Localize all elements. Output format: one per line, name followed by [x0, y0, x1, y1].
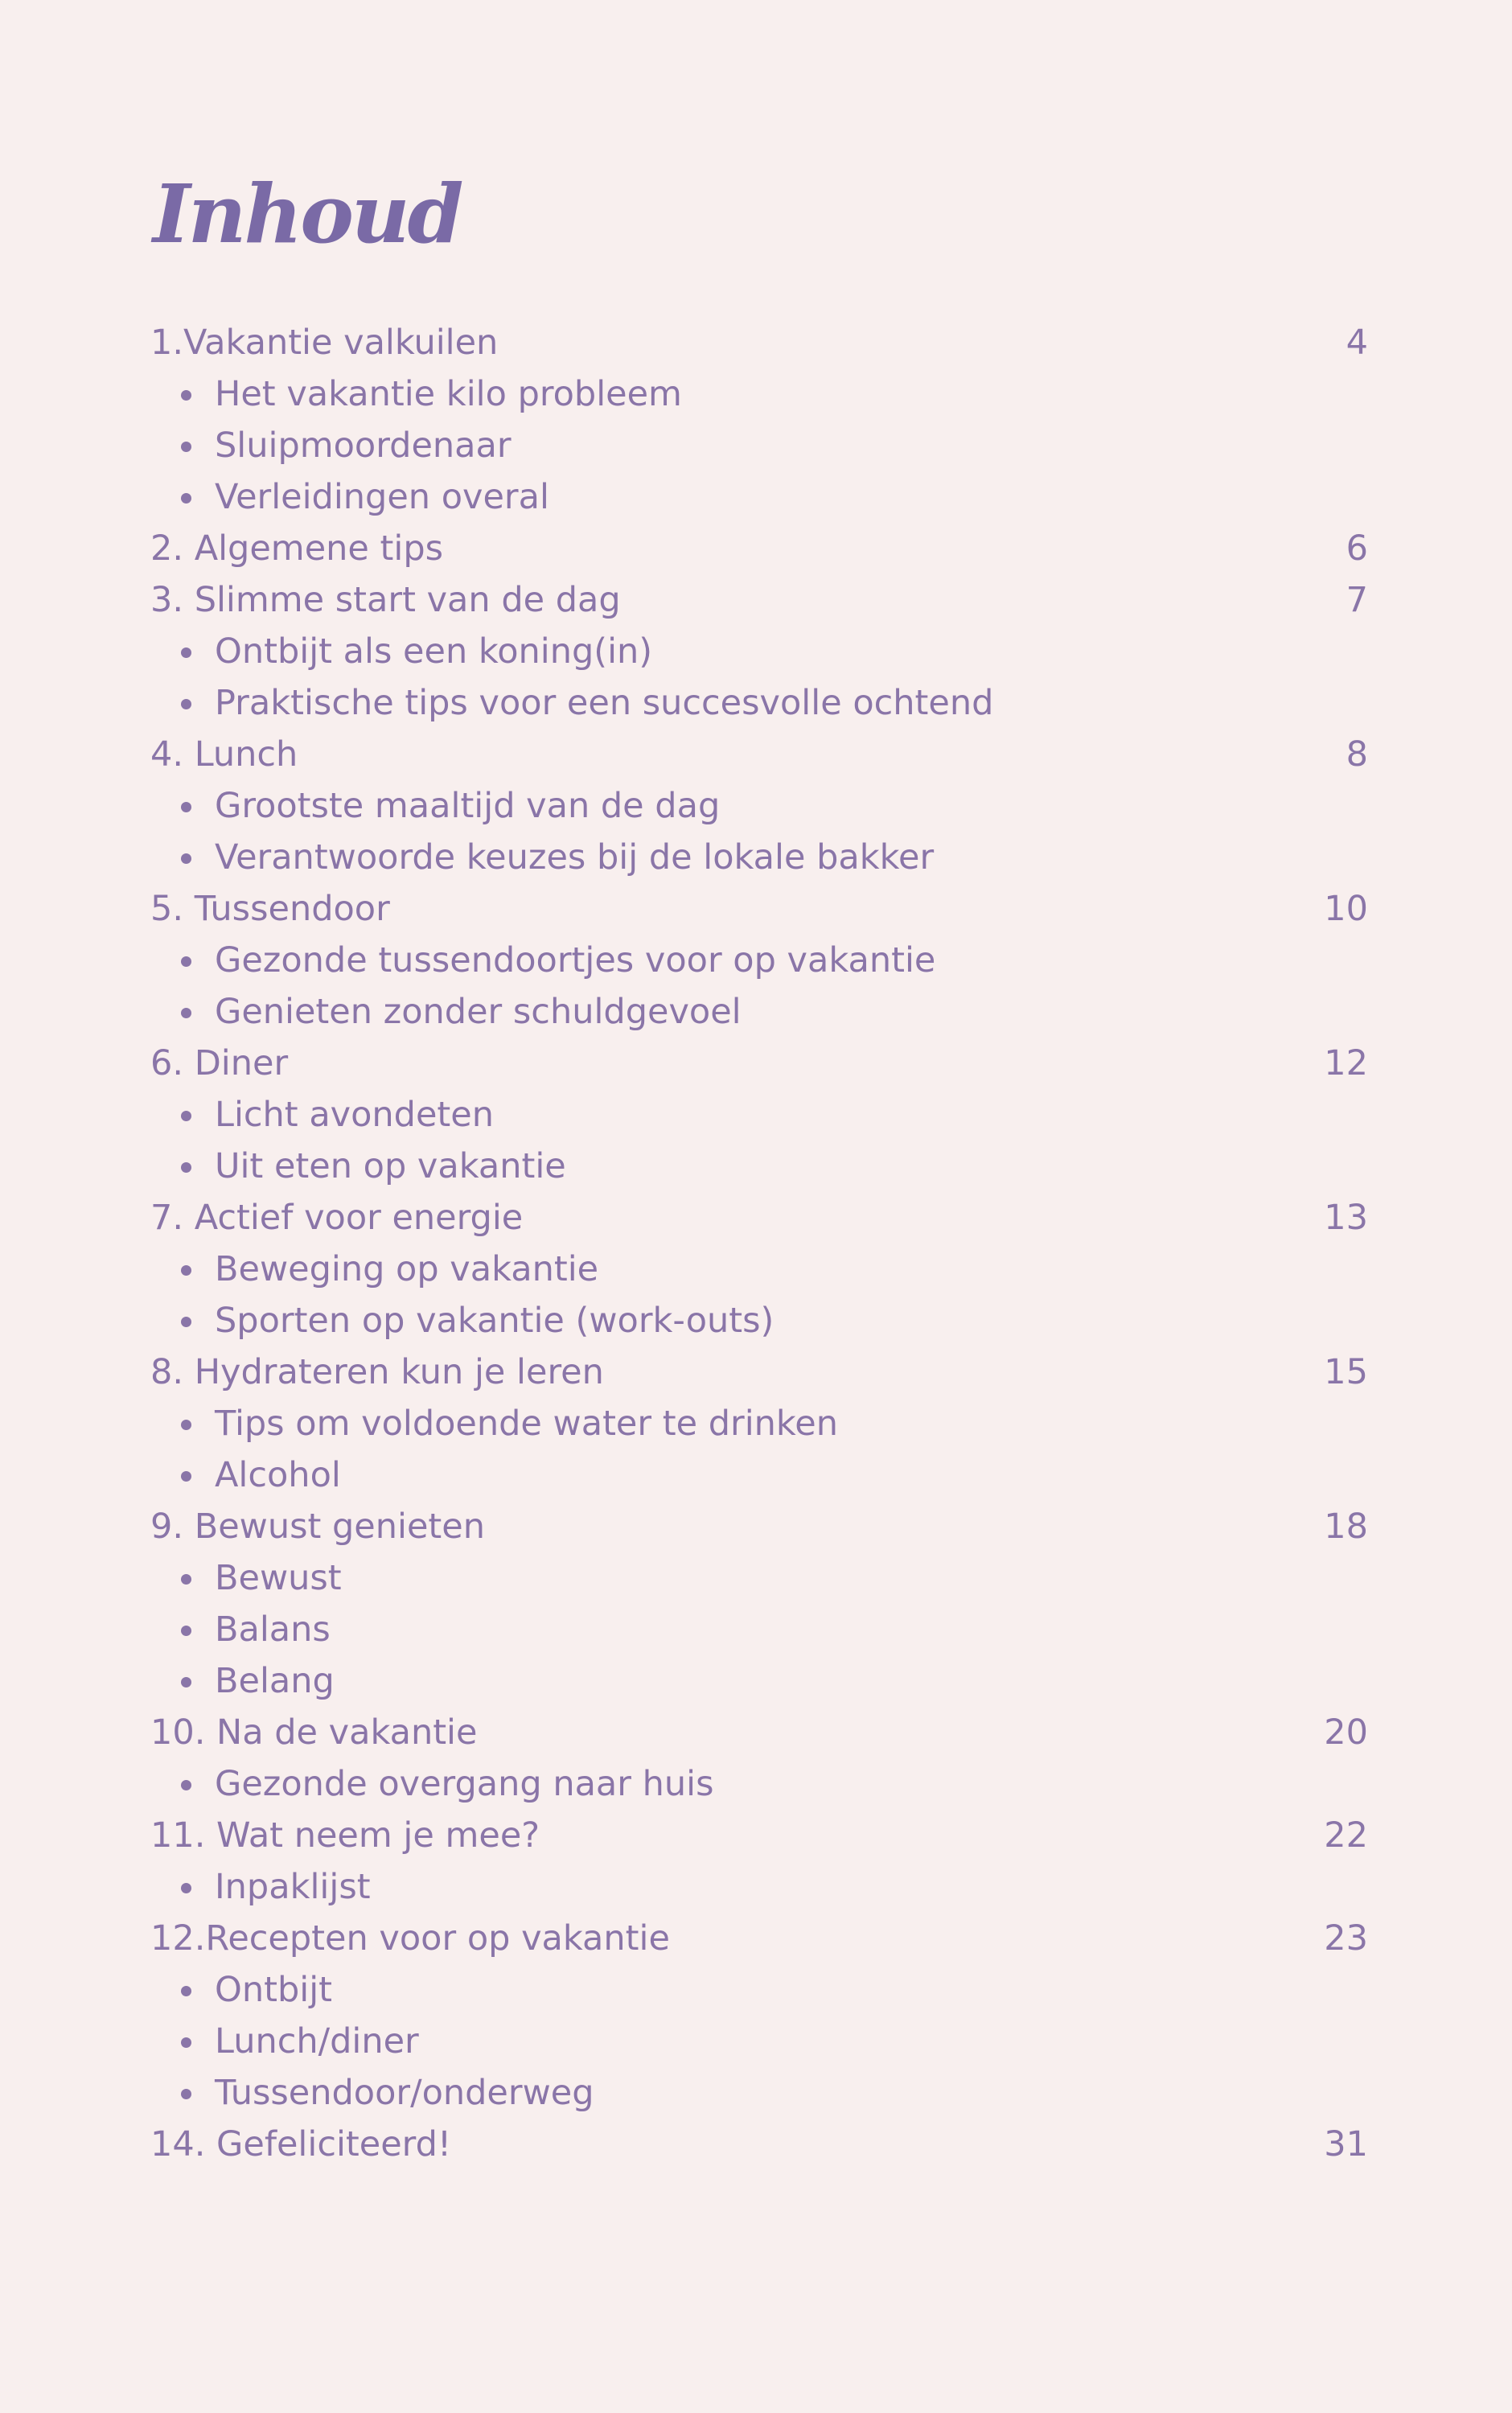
chapter-page-number: 18 [1324, 1507, 1368, 1547]
subtopic-label: Genieten zonder schuldgevoel [215, 992, 742, 1032]
subtopic-label: Alcohol [215, 1455, 341, 1495]
subtopic-list [150, 935, 1373, 1038]
subtopic-list [150, 1089, 1373, 1192]
subtopic-label: Uit eten op vakantie [215, 1146, 566, 1186]
subtopic-label: Het vakantie kilo probleem [215, 374, 682, 414]
toc-chapter-row [150, 729, 1373, 780]
subtopic-label: Belang [215, 1661, 335, 1701]
subtopic-item [150, 1089, 1373, 1141]
subtopic-item [150, 935, 1373, 986]
subtopic-label: Licht avondeten [215, 1095, 495, 1135]
toc-chapter [150, 729, 1373, 883]
bullet-icon [181, 1986, 191, 1996]
toc-chapter-row [150, 317, 1373, 368]
bullet-icon [181, 1162, 191, 1173]
bullet-icon [181, 2089, 191, 2099]
toc-chapter [150, 523, 1373, 574]
bullet-icon [181, 956, 191, 967]
subtopic-item [150, 368, 1373, 420]
bullet-icon [181, 1317, 191, 1327]
subtopic-item [150, 1758, 1373, 1810]
subtopic-list [150, 1861, 1373, 1913]
toc-chapter-row [150, 574, 1373, 626]
subtopic-item [150, 1861, 1373, 1913]
chapter-page-number: 8 [1346, 734, 1368, 775]
subtopic-label: Gezonde overgang naar huis [215, 1764, 714, 1804]
toc-chapter-row [150, 2119, 1373, 2170]
page-title: Inhoud [153, 166, 462, 261]
subtopic-list [150, 626, 1373, 729]
bullet-icon [181, 1008, 191, 1018]
subtopic-item [150, 677, 1373, 729]
toc-chapter [150, 1810, 1373, 1913]
subtopic-item [150, 986, 1373, 1038]
subtopic-label: Lunch/diner [215, 2021, 419, 2062]
chapter-page-number: 6 [1346, 528, 1368, 569]
subtopic-label: Gezonde tussendoortjes voor op vakantie [215, 940, 936, 980]
chapter-title: 7. Actief voor energie [150, 1198, 524, 1238]
bullet-icon [181, 1265, 191, 1276]
toc-chapter [150, 883, 1373, 1038]
chapter-title: 4. Lunch [150, 734, 298, 775]
toc-chapter [150, 317, 1373, 523]
toc-chapter-row [150, 1038, 1373, 1089]
subtopic-label: Sporten op vakantie (work-outs) [215, 1301, 774, 1341]
subtopic-item [150, 1964, 1373, 2016]
chapter-title: 2. Algemene tips [150, 528, 444, 569]
subtopic-label: Balans [215, 1609, 331, 1650]
subtopic-label: Bewust [215, 1558, 342, 1598]
subtopic-item [150, 1449, 1373, 1501]
subtopic-list [150, 368, 1373, 523]
subtopic-item [150, 832, 1373, 883]
bullet-icon [181, 1883, 191, 1893]
toc-chapter [150, 1707, 1373, 1810]
subtopic-label: Beweging op vakantie [215, 1249, 599, 1289]
subtopic-list [150, 1758, 1373, 1810]
chapter-page-number: 15 [1324, 1352, 1368, 1392]
subtopic-label: Ontbijt [215, 1970, 333, 2010]
table-of-contents [150, 317, 1373, 2170]
bullet-icon [181, 2037, 191, 2048]
subtopic-item [150, 1655, 1373, 1707]
toc-chapter [150, 1192, 1373, 1346]
toc-chapter [150, 1501, 1373, 1707]
subtopic-item [150, 780, 1373, 832]
subtopic-item [150, 1604, 1373, 1655]
chapter-title: 12.Recepten voor op vakantie [150, 1918, 670, 1959]
chapter-title: 5. Tussendoor [150, 889, 390, 929]
chapter-title: 6. Diner [150, 1043, 289, 1083]
subtopic-list [150, 780, 1373, 883]
toc-chapter [150, 574, 1373, 729]
chapter-title: 10. Na de vakantie [150, 1712, 478, 1753]
bullet-icon [181, 1471, 191, 1482]
toc-chapter [150, 1038, 1373, 1192]
chapter-title: 14. Gefeliciteerd! [150, 2124, 452, 2164]
subtopic-item [150, 626, 1373, 677]
subtopic-item [150, 1141, 1373, 1192]
chapter-title: 9. Bewust genieten [150, 1507, 485, 1547]
toc-chapter-row [150, 1501, 1373, 1552]
subtopic-label: Praktische tips voor een succesvolle ochtend [215, 683, 994, 723]
subtopic-label: Verantwoorde keuzes bij de lokale bakker [215, 837, 935, 878]
chapter-title: 3. Slimme start van de dag [150, 580, 621, 620]
subtopic-item [150, 420, 1373, 471]
chapter-title: 8. Hydrateren kun je leren [150, 1352, 604, 1392]
subtopic-label: Verleidingen overal [215, 477, 549, 517]
subtopic-list [150, 1964, 1373, 2119]
subtopic-item [150, 1398, 1373, 1449]
toc-chapter-row [150, 1913, 1373, 1964]
chapter-page-number: 22 [1324, 1815, 1368, 1856]
chapter-page-number: 4 [1346, 323, 1368, 363]
bullet-icon [181, 1111, 191, 1121]
toc-chapter-row [150, 1346, 1373, 1398]
chapter-page-number: 20 [1324, 1712, 1368, 1753]
subtopic-item [150, 2067, 1373, 2119]
subtopic-item [150, 2016, 1373, 2067]
bullet-icon [181, 802, 191, 812]
subtopic-label: Grootste maaltijd van de dag [215, 786, 721, 826]
subtopic-label: Inpaklijst [215, 1867, 371, 1907]
bullet-icon [181, 493, 191, 504]
chapter-page-number: 31 [1324, 2124, 1368, 2164]
chapter-page-number: 10 [1324, 889, 1368, 929]
bullet-icon [181, 1780, 191, 1790]
toc-chapter [150, 1346, 1373, 1501]
subtopic-item [150, 1295, 1373, 1346]
subtopic-list [150, 1243, 1373, 1346]
subtopic-item [150, 1552, 1373, 1604]
bullet-icon [181, 1420, 191, 1430]
bullet-icon [181, 699, 191, 709]
toc-chapter-row [150, 883, 1373, 935]
bullet-icon [181, 1677, 191, 1687]
bullet-icon [181, 442, 191, 452]
subtopic-label: Ontbijt als een koning(in) [215, 631, 653, 672]
bullet-icon [181, 647, 191, 658]
bullet-icon [181, 1626, 191, 1636]
subtopic-label: Tips om voldoende water te drinken [215, 1404, 838, 1444]
chapter-page-number: 7 [1346, 580, 1368, 620]
toc-chapter-row [150, 1192, 1373, 1243]
subtopic-list [150, 1552, 1373, 1707]
chapter-title: 1.Vakantie valkuilen [150, 323, 499, 363]
chapter-page-number: 13 [1324, 1198, 1368, 1238]
chapter-page-number: 23 [1324, 1918, 1368, 1959]
chapter-title: 11. Wat neem je mee? [150, 1815, 540, 1856]
toc-chapter-row [150, 523, 1373, 574]
toc-chapter [150, 1913, 1373, 2119]
toc-chapter-row [150, 1707, 1373, 1758]
chapter-page-number: 12 [1324, 1043, 1368, 1083]
subtopic-label: Sluipmoordenaar [215, 425, 512, 466]
bullet-icon [181, 390, 191, 401]
toc-chapter-row [150, 1810, 1373, 1861]
subtopic-list [150, 1398, 1373, 1501]
toc-chapter [150, 2119, 1373, 2170]
subtopic-item [150, 1243, 1373, 1295]
bullet-icon [181, 853, 191, 864]
bullet-icon [181, 1574, 191, 1585]
subtopic-item [150, 471, 1373, 523]
subtopic-label: Tussendoor/onderweg [215, 2073, 594, 2113]
